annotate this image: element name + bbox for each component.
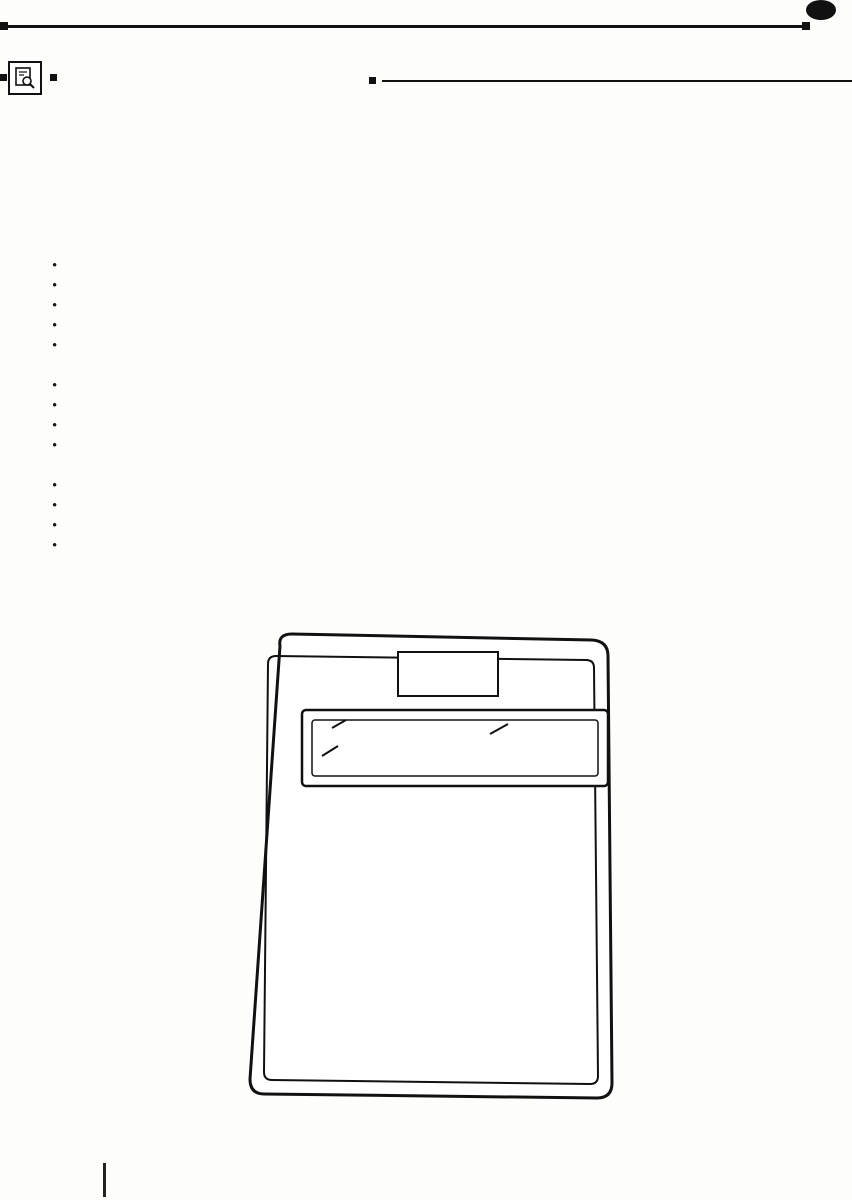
header-marker-left: [0, 22, 8, 30]
header-rule: [0, 25, 810, 28]
footer-divider: [103, 1163, 106, 1197]
block-rule: [382, 80, 852, 82]
block-marker-right: [369, 77, 376, 84]
page-header: [0, 0, 852, 30]
block-marker-mid: [50, 74, 57, 81]
header-marker-right: [802, 22, 810, 30]
calculator-body: [250, 634, 612, 1098]
publisher-logo: [806, 0, 836, 20]
calculator-illustration: [240, 628, 640, 1128]
magnifier-document-icon: [8, 61, 42, 95]
block-marker-left: [0, 74, 7, 81]
